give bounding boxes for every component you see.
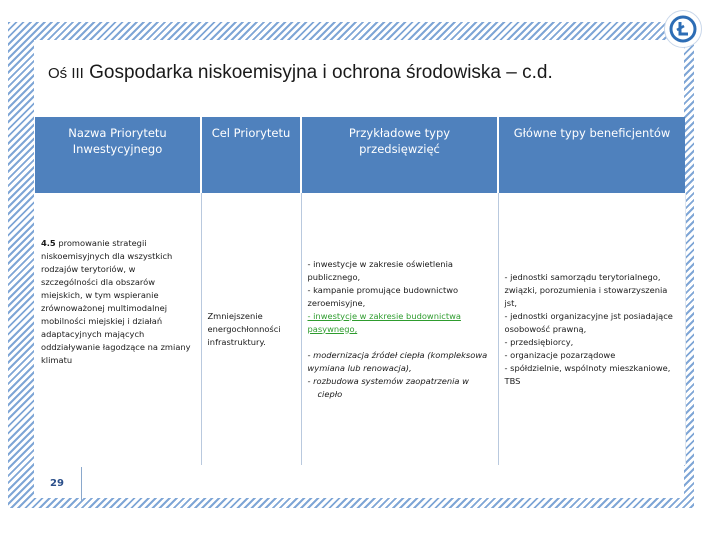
list-item: - organizacje pozarządowe <box>504 349 616 360</box>
table-header-row <box>35 117 685 193</box>
header-priority-goal: Cel Priorytetu <box>201 117 301 193</box>
list-item: - modernizacja źródeł ciepła (kompleksowa wymiana lub renowacja), <box>307 349 488 373</box>
list-item: - przedsiębiorcy, <box>504 336 574 347</box>
list-item: - jednostki organizacyjne jst posiadające osobowość prawną, <box>504 310 673 334</box>
list-item: - rozbudowa systemów zaopatrzenia w ciepło <box>307 375 469 399</box>
lodz-logo-icon <box>664 10 702 48</box>
header-beneficiaries: Główne typy beneficjentów <box>498 117 685 193</box>
list-item: - jednostki samorządu terytorialnego, związki, porozumienia i stowarzyszenia jst, <box>504 271 668 308</box>
list-item: - kampanie promujące budownictwo zeroemisyjne, <box>307 284 459 308</box>
header-project-types: Przykładowe typy przedsięwzięć <box>301 117 498 193</box>
footer-divider <box>81 467 82 501</box>
title-text: Gospodarka niskoemisyjna i ochrona środowiska – c.d. <box>89 62 553 83</box>
table-row <box>35 193 685 465</box>
spacer <box>308 336 492 349</box>
list-item: - inwestycje w zakresie budownictwa pasywnego, <box>307 310 461 334</box>
priority-name-cell <box>35 193 201 465</box>
project-types-cell <box>301 193 498 465</box>
list-item: - inwestycje w zakresie oświetlenia publicznego, <box>307 258 453 282</box>
list-item: - spółdzielnie, wspólnoty mieszkaniowe, TBS <box>504 362 671 386</box>
priority-goal-cell <box>201 193 301 465</box>
beneficiaries-cell <box>498 193 685 465</box>
priority-table <box>35 117 686 465</box>
priority-name-text: promowanie strategii niskoemisyjnych dla wszystkich rodzajów terytoriów, w szczególności dla obszarów miejskich, w tym wspieranie zrównoważonej multimodalnej mobilności miejskiej i działań adaptacyjnych mających oddziaływanie łagodzące na zmiany klimatu <box>41 238 191 365</box>
priority-number: 4.5 <box>41 238 56 248</box>
title-prefix: Oś III <box>48 65 84 82</box>
slide-title <box>48 62 688 84</box>
header-priority-name: Nazwa Priorytetu Inwestycyjnego <box>35 117 201 193</box>
priority-goal-text: Zmniejszenie energochłonności infrastruktury. <box>207 310 281 347</box>
page-number: 29 <box>50 478 64 489</box>
